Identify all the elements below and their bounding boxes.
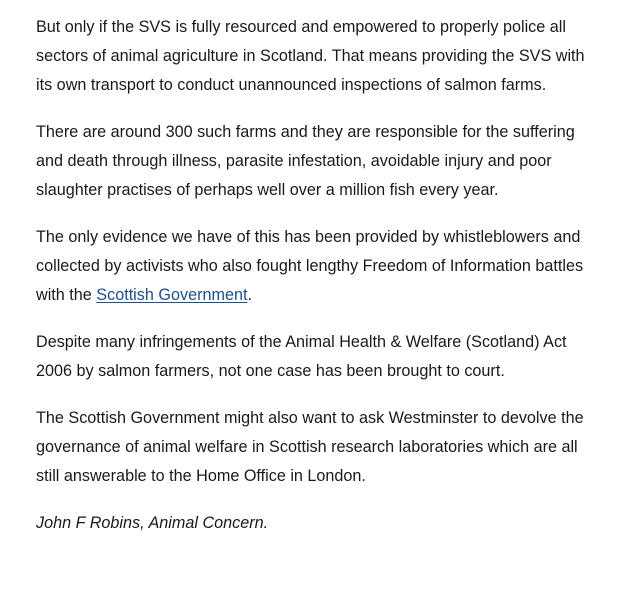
scottish-government-link[interactable]: Scottish Government — [96, 286, 248, 304]
paragraph-infringements: Despite many infringements of the Animal Health & Welfare (Scotland) Act 2006 by salmon farmers, not one case has been brought to court. — [36, 333, 567, 380]
paragraph-westminster: The Scottish Government might also want to ask Westminster to devolve the governance of animal welfare in Scottish research laboratories which are all still answerable to the Home Office in London. — [36, 409, 584, 485]
paragraph-salmon-farms: There are around 300 such farms and they are responsible for the suffering and death through illness, parasite infestation, avoidable injury and poor slaughter practises of perhaps well over a million fish every year. — [36, 123, 575, 199]
paragraph-svs-resourcing: But only if the SVS is fully resourced and empowered to properly police all sectors of animal agriculture in Scotland. That means providing the SVS with its own transport to conduct unannounced inspections of salmon farms. — [36, 18, 585, 94]
author-signoff: John F Robins, Animal Concern. — [36, 514, 269, 532]
paragraph-evidence-text: The only evidence we have of this has been provided by whistleblowers and collected by activists who also fought lengthy Freedom of Information battles with the — [36, 228, 584, 304]
paragraph-evidence-end: . — [247, 286, 252, 304]
article-body — [36, 13, 604, 556]
paragraph-evidence — [36, 223, 604, 310]
